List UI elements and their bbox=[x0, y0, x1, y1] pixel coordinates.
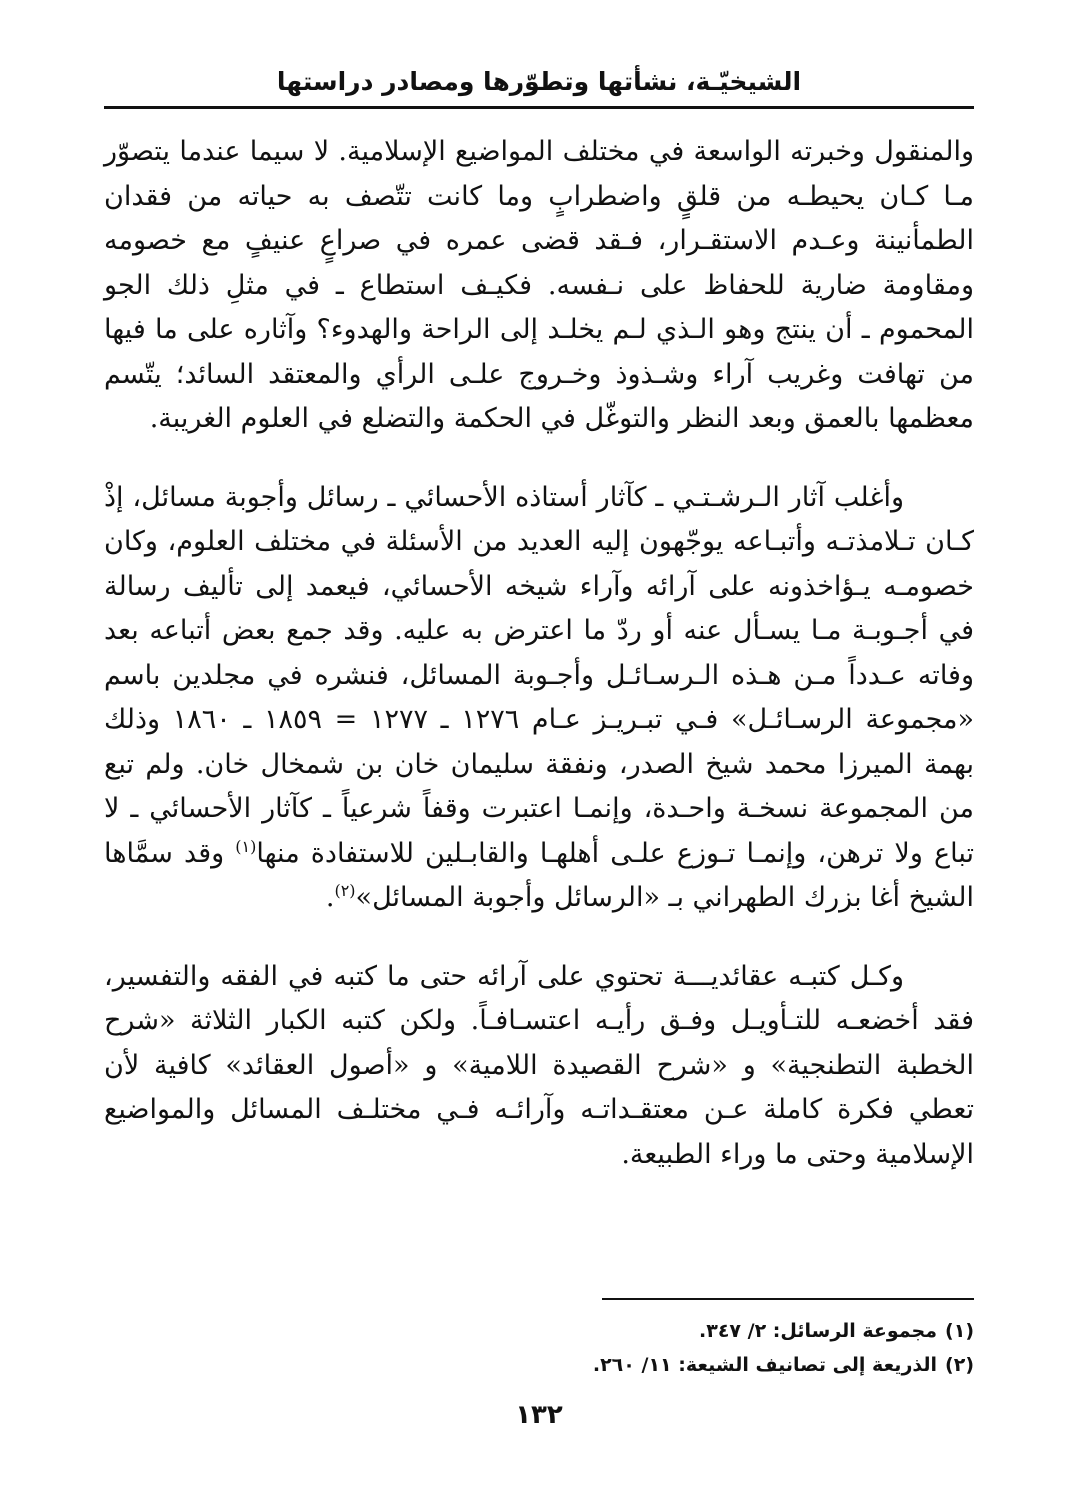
page-number: ١٣٢ bbox=[515, 1400, 563, 1430]
footnote-number: (٢) bbox=[945, 1354, 974, 1376]
header-rule bbox=[104, 106, 974, 109]
footnote-2 bbox=[354, 1350, 974, 1380]
footnote-1 bbox=[354, 1316, 974, 1346]
paragraph-2-text-c: . bbox=[325, 882, 335, 913]
paragraph-3: وكـل كتبـه عقائديـــة تحتوي على آرائه حتى ما كتبه في الفقه والتفسير، فقد أخضعـه للتـأويـل وفـق رأيـه اعتسـافـاً. ولكن كتبه الكبار الثلاثة «شرح الخطبة التطنجية» و «شرح القصيدة اللامية» و «أصول العقائد» كافية لأن تعطي فكرة كاملة عـن معتقـداتـه وآرائـه فـي مختلـف المسائل والمواضيع الإسلامية وحتى ما وراء الطبيعة. bbox=[104, 960, 974, 1170]
footnote-number: (١) bbox=[945, 1320, 974, 1342]
footnote-ref-2[interactable]: (٢) bbox=[334, 881, 356, 900]
header-title: الشيخيّـة، نشأتها وتطوّرها ومصادر دراستها bbox=[276, 67, 802, 96]
footnote-text: الذريعة إلى تصانيف الشيعة: ١١/ ٢٦٠. bbox=[592, 1354, 938, 1376]
paragraph-1: والمنقول وخبرته الواسعة في مختلف المواضيع الإسلامية. لا سيما عندما يتصوّر مـا كـان يحيطـه من قلقٍ واضطرابٍ وما كانت تتّصف به حياته من فقدان الطمأنينة وعـدم الاستقـرار، فـقد قضى عمره في صراعٍ عنيفٍ مع خصومه ومقاومة ضارية للحفاظ على نـفسه. فكيـف استطاع ـ في مثلِ ذلك الجو المحموم ـ أن ينتج وهو الـذي لـم يخلـد إلى الراحة والهدوء؟ وآثاره على ما فيها من تهافت وغريب آراء وشـذوذ وخـروج علـى الرأي والمعتقد السائد؛ يتّسم معظمها بالعمق وبعد النظر والتوغّل في الحكمة والتضلع في العلوم الغريبة. bbox=[104, 136, 975, 434]
footnote-ref-1[interactable]: (١) bbox=[235, 836, 257, 856]
running-header bbox=[104, 62, 974, 102]
paragraph-2 bbox=[104, 476, 974, 921]
footnotes bbox=[354, 1316, 974, 1384]
body-text bbox=[104, 130, 974, 1177]
paragraph-2-text-b: وقد سمَّاها الشيخ أغا بزرك الطهراني بـ «الرسائل وأجوبة المسائل» bbox=[104, 837, 974, 913]
footnote-rule bbox=[602, 1298, 974, 1300]
footnote-text: مجموعة الرسائل: ٢/ ٣٤٧. bbox=[699, 1320, 938, 1342]
paragraph-2-text-a: وأغلب آثار الـرشـتـي ـ كآثار أستاذه الأحسائي ـ رسائل وأجوبة مسائل، إذْ كـان تـلامذتـه وأتبـاعه يوجّهون إليه العديد من الأسئلة في مختلف العلوم، وكان خصومـه يـؤاخذونه على آرائه وآراء شيخه الأحسائي، فيعمد إلى تأليف رسالة في أجـوبـة مـا يسـأل عنه أو ردّ ما اعترض به عليه. وقد جمع بعض أتباعه بعد وفاته عـدداً مـن هـذه الـرسـائـل وأجـوبة المسائل، فنشره في مجلدين باسم «مجموعة الرسـائـل» فـي تبـريـز عـام ١٢٧٦ ـ ١٢٧٧ = ١٨٥٩ ـ ١٨٦٠ وذلك بهمة الميرزا محمد شيخ الصدر، ونفقة سليمان خان بن شمخال خان. ولم تبع من المجموعة نسخـة واحـدة، وإنمـا اعتبرت وقفاً شرعياً ـ كآثار الأحسائي ـ لا تباع ولا ترهن، وإنمـا تـوزع علـى أهلهـا والقابـلين للاستفادة منها bbox=[104, 481, 974, 869]
